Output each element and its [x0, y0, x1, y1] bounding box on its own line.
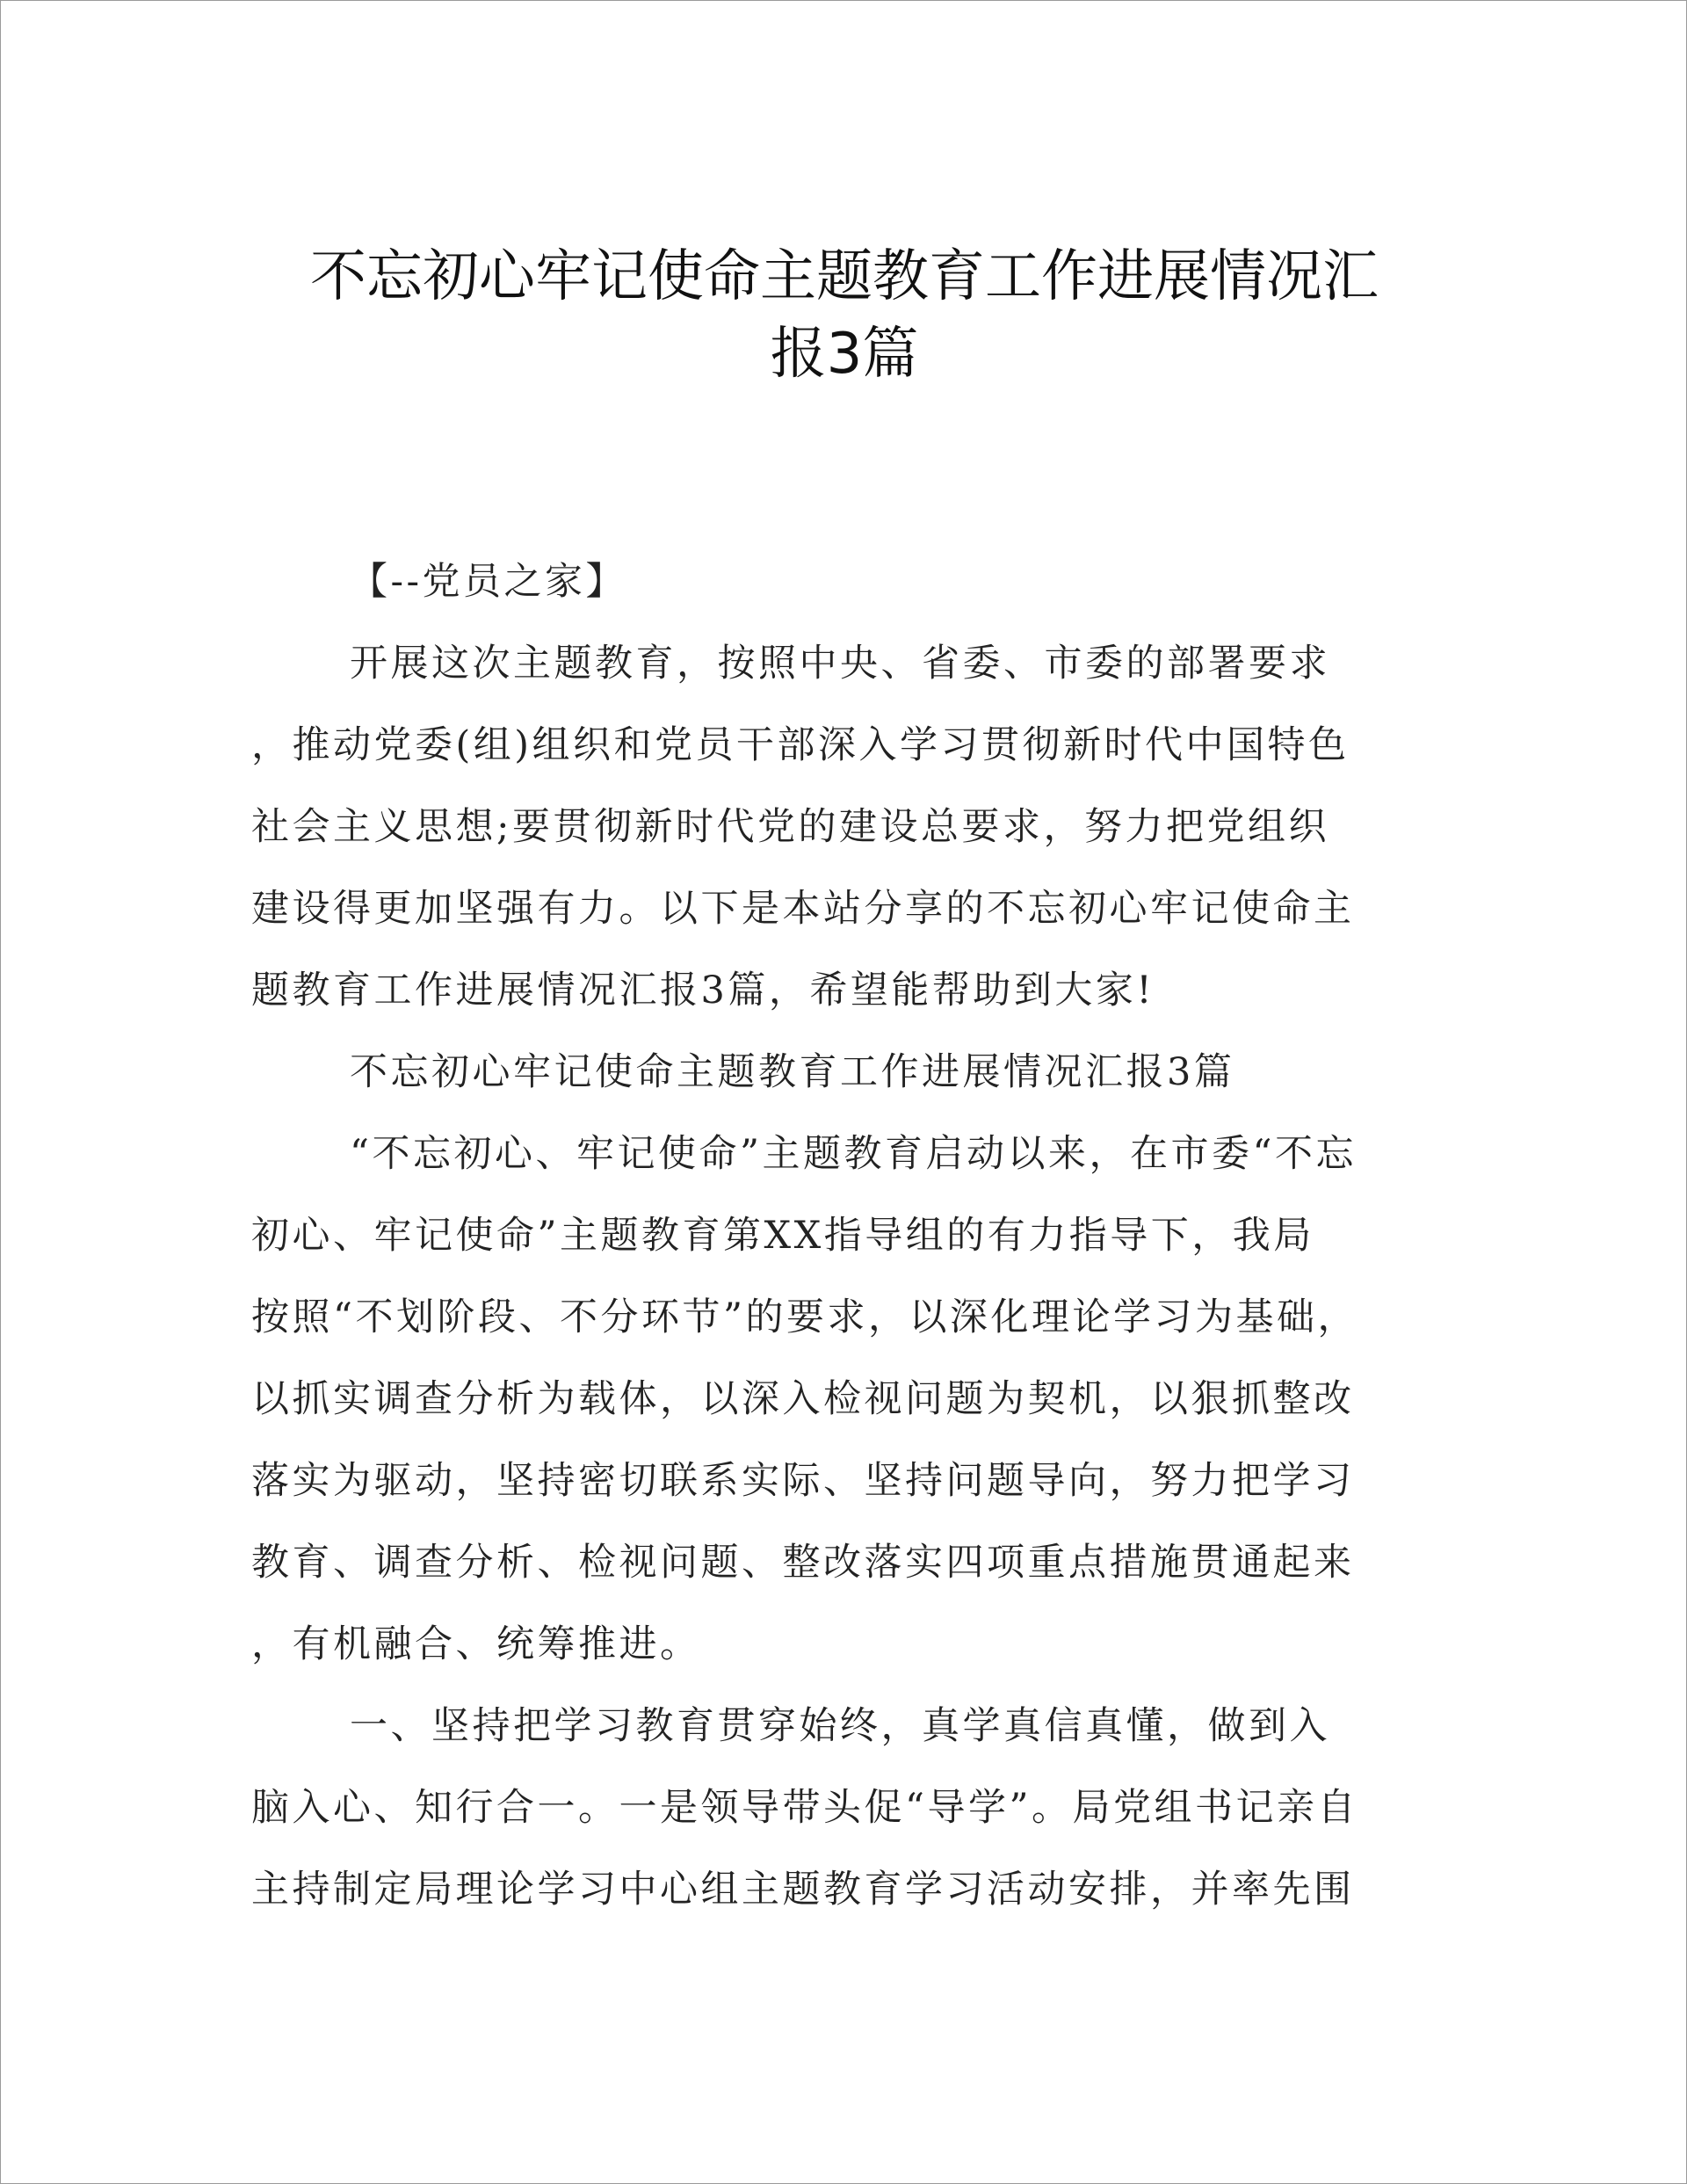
title-line-1: 不忘初心牢记使命主题教育工作进展情况汇 [310, 244, 1379, 309]
intro-line-1: 开展这次主题教育，按照中央、省委、市委的部署要求 [350, 642, 1330, 686]
para-line-4: 以抓实调查分析为载体，以深入检视问题为契机，以狠抓整改 [251, 1377, 1355, 1421]
point-one-line-3: 主持制定局理论学习中心组主题教育学习活动安排，并率先围 [251, 1868, 1355, 1912]
point-one-line-1: 一、坚持把学习教育贯穿始终，真学真信真懂，做到入 [350, 1704, 1330, 1748]
intro-line-5: 题教育工作进展情况汇报3篇，希望能帮助到大家! [251, 969, 1155, 1012]
para-line-2: 初心、牢记使命”主题教育第XX指导组的有力指导下，我局 [251, 1214, 1314, 1258]
intro-line-4: 建设得更加坚强有力。以下是本站分享的不忘初心牢记使命主 [251, 887, 1355, 931]
para-line-6: 教育、调查分析、检视问题、整改落实四项重点措施贯通起来 [251, 1541, 1355, 1585]
para-line-3: 按照“不划阶段、不分环节”的要求，以深化理论学习为基础， [251, 1295, 1358, 1339]
para-line-7: ，有机融合、统筹推进。 [251, 1622, 701, 1666]
document-body [251, 541, 1437, 1931]
source-tag: 【--党员之家】 [350, 560, 627, 604]
para-line-1: “不忘初心、牢记使命”主题教育启动以来，在市委“不忘 [350, 1132, 1357, 1176]
intro-line-2: ，推动党委(组)组织和党员干部深入学习贯彻新时代中国特色 [251, 723, 1350, 767]
para-line-5: 落实为驱动，坚持密切联系实际、坚持问题导向，努力把学习 [251, 1459, 1355, 1503]
document-title [194, 238, 1495, 393]
title-line-2: 报3篇 [770, 322, 919, 387]
intro-line-3: 社会主义思想;要贯彻新时代党的建设总要求，努力把党组织 [251, 805, 1329, 849]
point-one-line-2: 脑入心、知行合一。一是领导带头促“导学”。局党组书记亲自 [251, 1786, 1358, 1830]
section-heading: 不忘初心牢记使命主题教育工作进展情况汇报3篇 [350, 1050, 1235, 1094]
